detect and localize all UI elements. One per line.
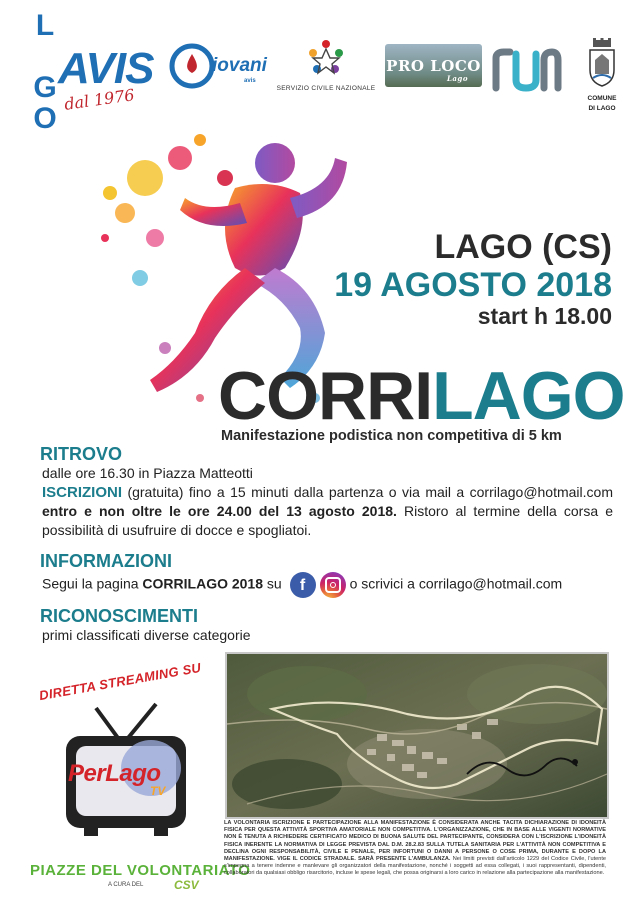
event-title-part2: LAGO xyxy=(432,358,625,434)
event-date: 19 AGOSTO 2018 xyxy=(334,266,612,304)
informazioni-text xyxy=(42,572,562,598)
run-logo xyxy=(490,44,562,92)
scn-star-icon xyxy=(306,38,346,76)
piazze-volontariato-logo: PIAZZE DEL VOLONTARIATO xyxy=(30,862,251,879)
proloco-logo xyxy=(385,44,482,87)
riconoscimenti-heading: RICONOSCIMENTI xyxy=(40,606,199,626)
avis-letter-o: O xyxy=(33,102,57,135)
avis-since-text: dal 1976 xyxy=(63,85,136,114)
ritrovo-heading: RITROVO xyxy=(40,444,123,464)
event-title-part1: CORRI xyxy=(218,358,433,434)
disclaimer-text xyxy=(224,820,606,878)
giovani-text: iovani xyxy=(212,55,267,76)
instagram-icon[interactable] xyxy=(320,572,346,598)
informazioni-page-name: CORRILAGO 2018 xyxy=(142,575,264,592)
event-subtitle: Manifestazione podistica non competitiva di 5 km xyxy=(221,428,562,444)
avis-letter-l: L xyxy=(35,9,55,42)
perlago-tv-label: TV xyxy=(150,784,166,798)
streaming-label: DIRETTA STREAMING SU xyxy=(37,659,203,704)
facebook-icon[interactable]: f xyxy=(290,572,316,598)
disclaimer-lead: LA VOLONTARIA ISCRIZIONE E PARTECIPAZIONE ALLA MANIFESTAZIONE È CONSIDERATA ANCHE TACITA DICHIARAZIONE DI IDONEITÀ FISICA PER QUESTA ATTIVITÀ SPORTIVA AMATORIALE NON COMPETITIVA. L'ORGANIZZAZIONE, CHE IN BASE ALLE VIGENTI NORMATIVE NON È TENUTA A RICHIEDERE CERTIFICATO MEDICO DI BUONA SALUTE DEL PARTECIPANTE, CONSIDERA CON L'ISCRIZIONE L'IDONEITÀ FISICA INERENTE LA NORMATIVA DI LEGGE PREVISTA DAL D.M. 28.2.83 SULLA TUTELA SANITARIA PER L'ATTIVITÀ NON COMPETITIVA E DECLINA OGNI RESPONSABILITÀ, CIVILE E PENALE, PER INFORTUNI O DANNI A PERSONE O COSE PRIMA, DURANTE E DOPO LA MANIFESTAZIONE. VIGE IL CODICE STRADALE. SARÀ PRESENTE L'AMBULANZA. xyxy=(224,820,606,863)
iscrizioni-deadline: entro e non oltre le ore 24.00 del 13 agosto 2018. xyxy=(42,503,397,519)
informazioni-text-1: Segui la pagina xyxy=(42,575,143,592)
iscrizioni-text-2: Ristoro al termine della corsa e possibilità di usufruire di docce e spogliatoi. xyxy=(42,503,613,538)
csv-logo: CSV xyxy=(174,878,199,892)
event-start-time: start h 18.00 xyxy=(477,303,612,329)
avis-giovani-logo xyxy=(168,38,267,94)
giovani-subtext: avis xyxy=(244,78,256,84)
informazioni-text-2: su xyxy=(263,575,282,592)
coat-of-arms-icon xyxy=(587,38,617,88)
avis-lago-vertical xyxy=(33,10,57,134)
informazioni-heading: INFORMAZIONI xyxy=(40,551,172,571)
avis-logo-word: AVIS xyxy=(58,44,154,93)
run-logo-mark xyxy=(490,44,562,92)
a-cura-del-label: A CURA DEL xyxy=(108,882,144,888)
proloco-text: PRO LOCO xyxy=(386,56,481,75)
ritrovo-text: dalle ore 16.30 in Piazza Matteotti xyxy=(42,465,253,481)
servizio-civile-logo xyxy=(272,38,380,92)
route-map xyxy=(225,652,609,819)
iscrizioni-text-1: (gratuita) fino a 15 minuti dalla partenza o via mail a corrilago@hotmail.com xyxy=(122,484,613,500)
iscrizioni-paragraph xyxy=(42,483,613,540)
proloco-subtext: Lago xyxy=(446,74,468,83)
scn-label: SERVIZIO CIVILE NAZIONALE xyxy=(276,85,376,92)
iscrizioni-heading: ISCRIZIONI xyxy=(42,484,123,501)
perlago-brand: PerLago xyxy=(68,760,161,787)
riconoscimenti-text: primi classificati diverse categorie xyxy=(42,627,251,643)
comune-label-2: DI LAGO xyxy=(588,105,616,112)
comune-di-lago-logo xyxy=(578,38,626,113)
disclaimer-tail: Nei limiti previsti dall'articolo 1229 del Codice Civile, l'utente s'impegna a tenere indenne e manlevare gli organizzatori della manifestazione, nonché i soggetti ad essa collegati, i suoi rappresentanti, dipendenti, collaboratori da qualsiasi obbligo risarcitorio, incluse le spese legali, che possa originarsi a loro carico in relazione alla partecipazione alla manifestazione. xyxy=(224,856,607,877)
informazioni-text-3: o scrivici a corrilago@hotmail.com xyxy=(349,575,563,592)
event-title xyxy=(218,360,625,432)
comune-label-1: COMUNE xyxy=(587,95,617,102)
event-place: LAGO (CS) xyxy=(434,228,612,266)
avis-letter-g: G xyxy=(33,71,57,104)
